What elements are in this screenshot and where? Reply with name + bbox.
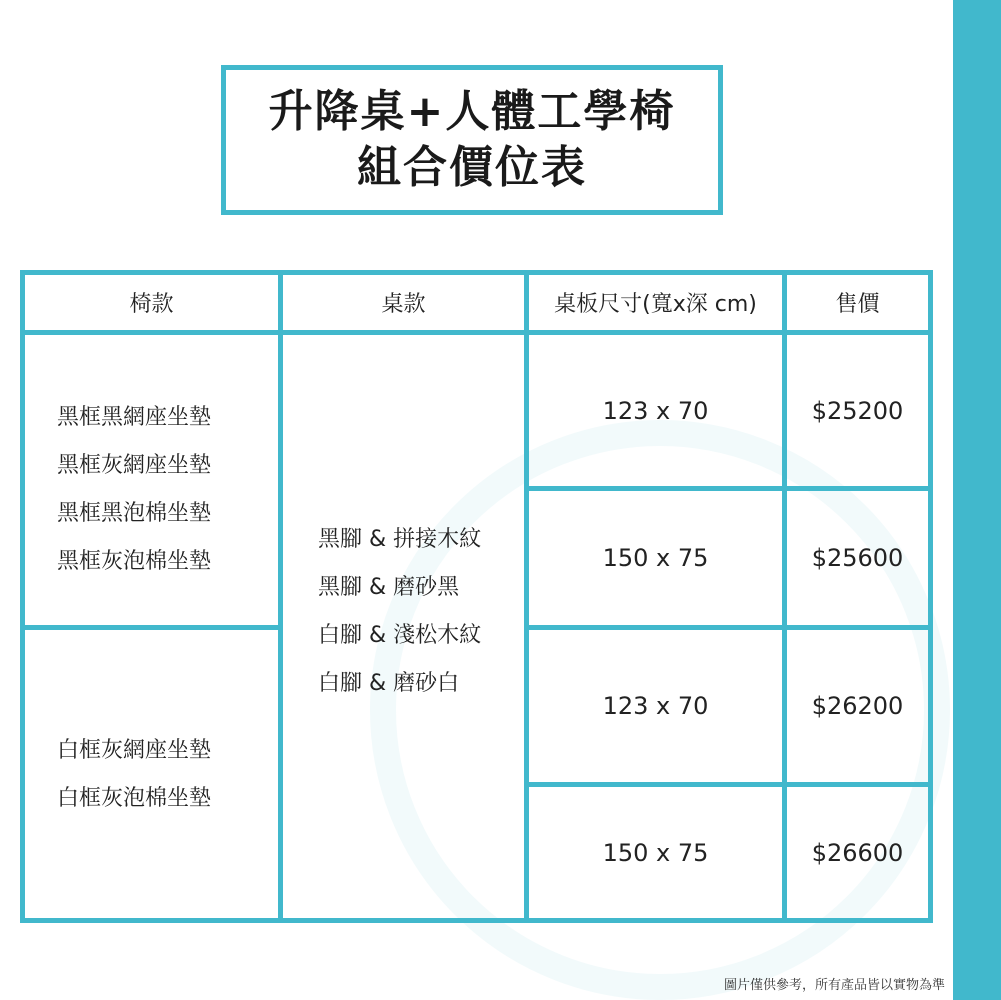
header-size: 桌板尺寸(寬x深 cm) [554,292,757,317]
desk-option: 黑腳 & 磨砂黑 [318,575,460,600]
price-value: $25200 [811,396,904,425]
chair-option: 白框灰泡棉坐墊 [57,786,212,811]
desk-option: 黑腳 & 拼接木紋 [318,527,482,552]
title-line-2: 組合價位表 [357,142,587,193]
chair-list-white-frame [57,727,211,823]
size-value: 150 x 75 [602,544,709,572]
footer-disclaimer: 圖片僅供參考，所有產品皆以實物為準 [723,978,945,993]
desk-list [318,516,481,708]
size-value: 123 x 70 [602,692,709,720]
header-chair: 椅款 [129,292,174,317]
header-desk: 桌款 [381,292,426,317]
table-border [928,270,933,923]
price-value: $25600 [811,544,904,572]
title-line-1: 升降桌+人體工學椅 [268,86,676,137]
table-border [20,270,25,923]
size-value: 123 x 70 [602,396,709,425]
size-value: 150 x 75 [602,838,709,867]
table-border [20,918,933,923]
chair-option: 黑框黑泡棉坐墊 [57,501,212,526]
chair-option: 黑框黑網座坐墊 [57,405,212,430]
chair-option: 白框灰網座坐墊 [57,738,212,763]
chair-option: 黑框灰泡棉坐墊 [57,549,212,574]
table-divider [20,625,283,630]
price-value: $26600 [811,838,904,867]
chair-option: 黑框灰網座坐墊 [57,453,212,478]
desk-option: 白腳 & 淺松木紋 [318,623,482,648]
chair-list-black-frame [57,394,211,586]
title-box [221,65,723,215]
header-price: 售價 [835,292,880,317]
side-accent-bar [953,0,1001,1000]
price-value: $26200 [811,692,904,720]
desk-option: 白腳 & 磨砂白 [318,671,460,696]
table-divider [278,270,283,923]
